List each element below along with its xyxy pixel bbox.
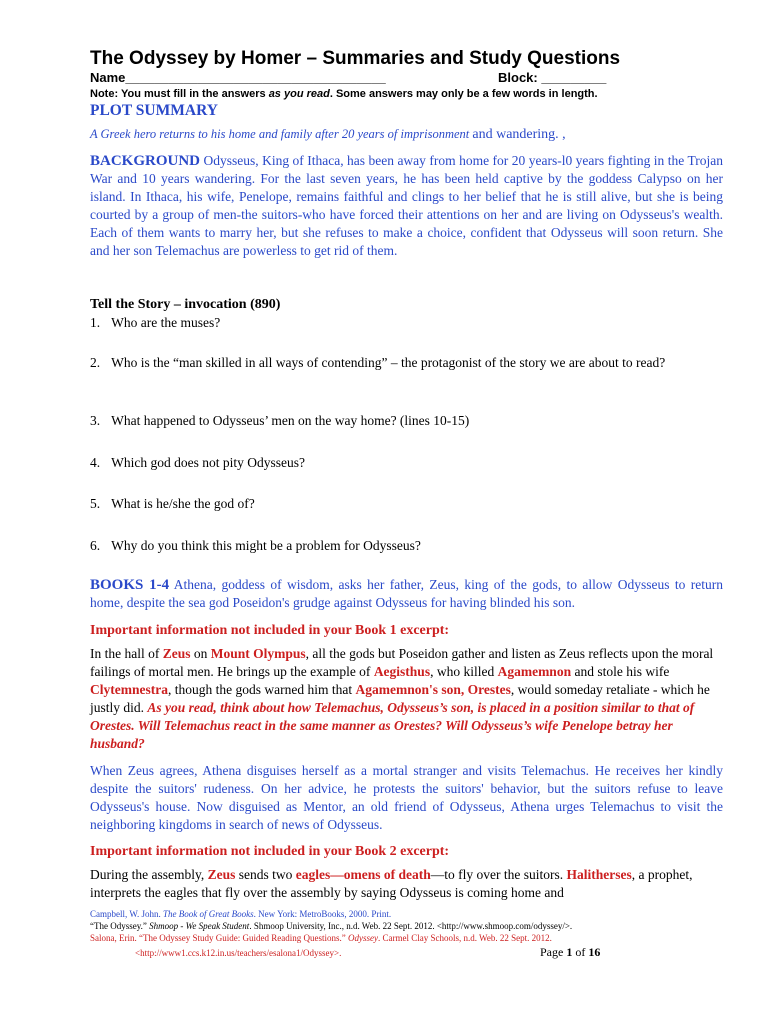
books-label: BOOKS 1-4 <box>90 577 170 593</box>
text-run: “The Odyssey.” <box>90 921 150 931</box>
block-field: Block: _________ <box>498 70 607 85</box>
question-number: 5. <box>90 496 101 511</box>
question-number: 3. <box>90 413 101 428</box>
text-run: on <box>190 646 211 661</box>
question-number: 2. <box>90 355 101 370</box>
citation-3 <box>90 933 723 944</box>
text-run: and stole his wife <box>571 664 670 679</box>
plot-intro <box>90 126 723 143</box>
book1-important-heading: Important information not included in your Book 1 excerpt: <box>90 623 450 638</box>
background-label: BACKGROUND <box>90 153 201 169</box>
question-text: Why do you think this might be a problem for Odysseus? <box>111 538 421 553</box>
page-number <box>540 945 600 959</box>
highlight-zeus: Zeus <box>207 867 236 882</box>
text-run: . Carmel Clay Schools, n.d. Web. 22 Sept. 2012. <box>377 933 552 943</box>
highlight-aegisthus: Aegisthus <box>373 664 431 679</box>
text-run: , all the gods but Poseidon gather and listen as Zeus reflects upon the moral failings of mortal men. He brings up the example of <box>90 646 714 679</box>
text-run: In the hall of <box>90 646 163 661</box>
highlight-orestes: Agamemnon's son, Orestes <box>355 682 511 697</box>
question-number: 1. <box>90 315 101 330</box>
note-text-end: . Some answers may only be a few words in length. <box>329 88 598 100</box>
text-run: . New York: MetroBooks, 2000. Print. <box>253 909 392 919</box>
highlight-zeus: Zeus <box>162 646 191 661</box>
plot-summary-heading: PLOT SUMMARY <box>90 102 218 119</box>
text-run: Campbell, W. John. <box>90 909 164 919</box>
books-text: Athena, goddess of wisdom, asks her father, Zeus, king of the gods, to allow Odysseus to return home, despite the sea god Poseidon's grudge against Odysseus for having blinded his son. <box>90 577 723 610</box>
total-pages: 16 <box>588 945 601 959</box>
question-text: What happened to Odysseus’ men on the way home? (lines 10-15) <box>111 413 470 428</box>
books-athena-paragraph: When Zeus agrees, Athena disguises herself as a mortal stranger and visits Telemachus. He receives her kindly despite the suitors' rudeness. On her advice, he protests the suitors' behavior, but the suitors refuse to leave Odysseus's house. Now disguised as Mentor, an old friend of Odysseus, Athena urges Telemachus to visit the neighboring kingdoms in search of news of Odysseus. <box>90 763 723 832</box>
question-text: What is he/she the god of? <box>111 496 255 511</box>
question-text: Who are the muses? <box>111 315 221 330</box>
text-run: —to fly over the suitors. <box>430 867 567 882</box>
question-number: 6. <box>90 538 101 553</box>
note-emphasis: as you read <box>268 88 330 100</box>
question-6 <box>90 537 723 555</box>
citation-2 <box>90 921 723 932</box>
text-run: , who killed <box>430 664 498 679</box>
document-title: The Odyssey by Homer – Summaries and Study Questions <box>90 48 621 69</box>
question-5 <box>90 495 723 513</box>
instructions-note <box>90 87 723 101</box>
text-run: , would someday retaliate - which he justly did. <box>90 682 710 715</box>
text-run: During the assembly, <box>90 867 208 882</box>
highlight-eagles: eagles—omens of death <box>295 867 431 882</box>
text-run: , a prophet, interprets the eagles that fly over the assembly by saying Odysseus is coming home and <box>90 867 693 900</box>
citation-1 <box>90 909 723 920</box>
citation-title: Odyssey <box>347 933 378 943</box>
citation-url: <http://www1.ccs.k12.in.us/teachers/esalona1/Odyssey>. <box>135 948 342 958</box>
highlight-olympus: Mount Olympus <box>210 646 306 661</box>
background-text: Odysseus, King of Ithaca, has been away from home for 20 years-l0 years fighting in the Trojan War and 10 years wandering. For the last seven years, he has been held captive by the goddess Calypso on her island. In Ithaca, his wife, Penelope, remains faithful and clings to her belief that he is still alive, but she is being courted by a group of men-the suitors-who have forced their attentions on her and are living on Odysseus's wealth. Each of them wants to marry her, but she refuses to make a choice, confident that Odysseus will soon return. She and her son Telemachus are powerless to get rid of them. <box>90 153 723 258</box>
highlight-agamemnon: Agamemnon <box>497 664 572 679</box>
books-1-4-paragraph <box>90 576 723 612</box>
text-run: , though the gods warned him that <box>167 682 356 697</box>
highlight-halitherses: Halitherses <box>566 867 632 882</box>
reading-prompt: As you read, think about how Telemachus, Odysseus’s son, is placed in a position similar to that of Orestes. Will Telemachus react in the same manner as Orestes? Will Odysseus’s wife Penelope betray her husband? <box>90 700 695 751</box>
text-run: of <box>572 945 589 959</box>
text-run: Salona, Erin. “The Odyssey Study Guide: Guided Reading Questions.” <box>90 933 348 943</box>
question-text: Who is the “man skilled in all ways of contending” – the protagonist of the story we are about to read? <box>111 355 666 370</box>
text-run: Page <box>540 945 567 959</box>
question-text: Which god does not pity Odysseus? <box>111 455 305 470</box>
question-3 <box>90 412 723 430</box>
question-2 <box>90 354 723 372</box>
book1-important-paragraph <box>90 645 723 753</box>
book2-important-heading: Important information not included in your Book 2 excerpt: <box>90 844 450 859</box>
book2-important-paragraph <box>90 866 723 902</box>
current-page: 1 <box>566 945 573 959</box>
tell-the-story-heading: Tell the Story – invocation (890) <box>90 297 281 312</box>
plot-intro-text: A Greek hero returns to his home and family after 20 years of imprisonment <box>90 127 473 141</box>
background-paragraph <box>90 152 723 260</box>
citation-title: Shmoop - We Speak Student <box>149 921 250 931</box>
question-4 <box>90 454 723 472</box>
text-run: sends two <box>235 867 296 882</box>
note-text-start: Note: You must fill in the answers <box>90 88 269 100</box>
plot-intro-tail: and wandering. , <box>472 127 566 142</box>
question-1 <box>90 314 723 332</box>
text-run: . Shmoop University, Inc., n.d. Web. 22 Sept. 2012. <http://www.shmoop.com/odyssey/>. <box>249 921 573 931</box>
citation-title: The Book of Great Books <box>163 909 254 919</box>
name-field: Name____________________________________ <box>90 70 386 85</box>
name-block-line <box>90 70 723 86</box>
highlight-clytemnestra: Clytemnestra <box>90 682 168 697</box>
question-number: 4. <box>90 455 101 470</box>
